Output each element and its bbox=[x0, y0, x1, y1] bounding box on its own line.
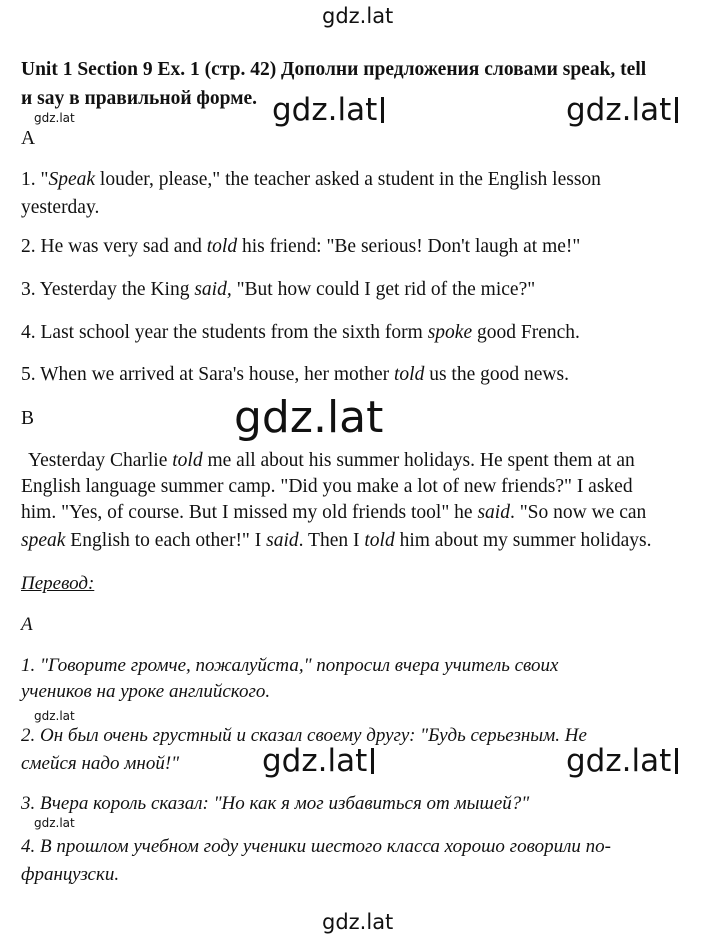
translation-line-2: учеников на уроке английского. bbox=[21, 681, 271, 702]
watermark-small-1: gdz.lat bbox=[34, 111, 75, 125]
watermark-bottom: gdz.lat bbox=[322, 910, 394, 934]
story-line-1: Yesterday Charlie told me all about his summer holidays. He spent them at an bbox=[28, 450, 635, 471]
section-b-label: B bbox=[21, 408, 35, 429]
translation-heading: Перевод: bbox=[21, 573, 95, 594]
translation-line-5: 3. Вчера король сказал: "Но как я мог избавиться от мышей?" bbox=[21, 793, 530, 814]
watermark-small-3: gdz.lat bbox=[34, 816, 75, 830]
answer-word: said, bbox=[194, 279, 232, 300]
translation-line-1: 1. "Говорите громче, пожалуйста," попросил вчера учитель своих bbox=[21, 655, 559, 676]
answer-word: Speak bbox=[48, 169, 96, 190]
story-line-4: speak English to each other!" I said. Then I told him about my summer holidays. bbox=[21, 530, 652, 551]
watermark-left-lower: gdz.lat bbox=[262, 746, 374, 777]
answer-word: spoke bbox=[427, 322, 473, 343]
item-5: 5. When we arrived at Sara's house, her mother told us the good news. bbox=[21, 364, 569, 385]
translation-line-4: смейся надо мной!" bbox=[21, 753, 180, 774]
watermark-top: gdz.lat bbox=[322, 4, 394, 28]
translation-line-7: французски. bbox=[21, 864, 120, 885]
watermark-center: gdz.lat bbox=[234, 392, 384, 443]
item-1: 1. "Speak louder, please," the teacher asked a student in the English lesson bbox=[21, 169, 601, 190]
item-2: 2. He was very sad and told his friend: "Be serious! Don't laugh at me!" bbox=[21, 236, 581, 257]
watermark-left-upper: gdz.lat bbox=[272, 95, 384, 126]
item-1-cont: yesterday. bbox=[21, 197, 100, 218]
translation-line-6: 4. В прошлом учебном году ученики шестого класса хорошо говорили по- bbox=[21, 836, 611, 857]
watermark-right-upper: gdz.lat bbox=[566, 95, 678, 126]
exercise-title-line2: и say в правильной форме. bbox=[21, 88, 258, 109]
story-line-3: him. "Yes, of course. But I missed my old friends tool" he said. "So now we can bbox=[21, 502, 647, 523]
translation-a-label: A bbox=[21, 614, 33, 635]
watermark-right-lower: gdz.lat bbox=[566, 746, 678, 777]
exercise-title-line1: Unit 1 Section 9 Ex. 1 (стр. 42) Дополни предложения словами speak, tell bbox=[21, 59, 647, 80]
answer-word: told bbox=[206, 236, 238, 257]
item-3: 3. Yesterday the King said, "But how could I get rid of the mice?" bbox=[21, 279, 536, 300]
item-4: 4. Last school year the students from the sixth form spoke good French. bbox=[21, 322, 580, 343]
watermark-small-2: gdz.lat bbox=[34, 709, 75, 723]
translation-line-3: 2. Он был очень грустный и сказал своему другу: "Будь серьезным. Не bbox=[21, 725, 587, 746]
section-a-label: A bbox=[21, 128, 36, 149]
story-line-2: English language summer camp. "Did you make a lot of new friends?" I asked bbox=[21, 476, 633, 497]
answer-word: told bbox=[394, 364, 425, 385]
